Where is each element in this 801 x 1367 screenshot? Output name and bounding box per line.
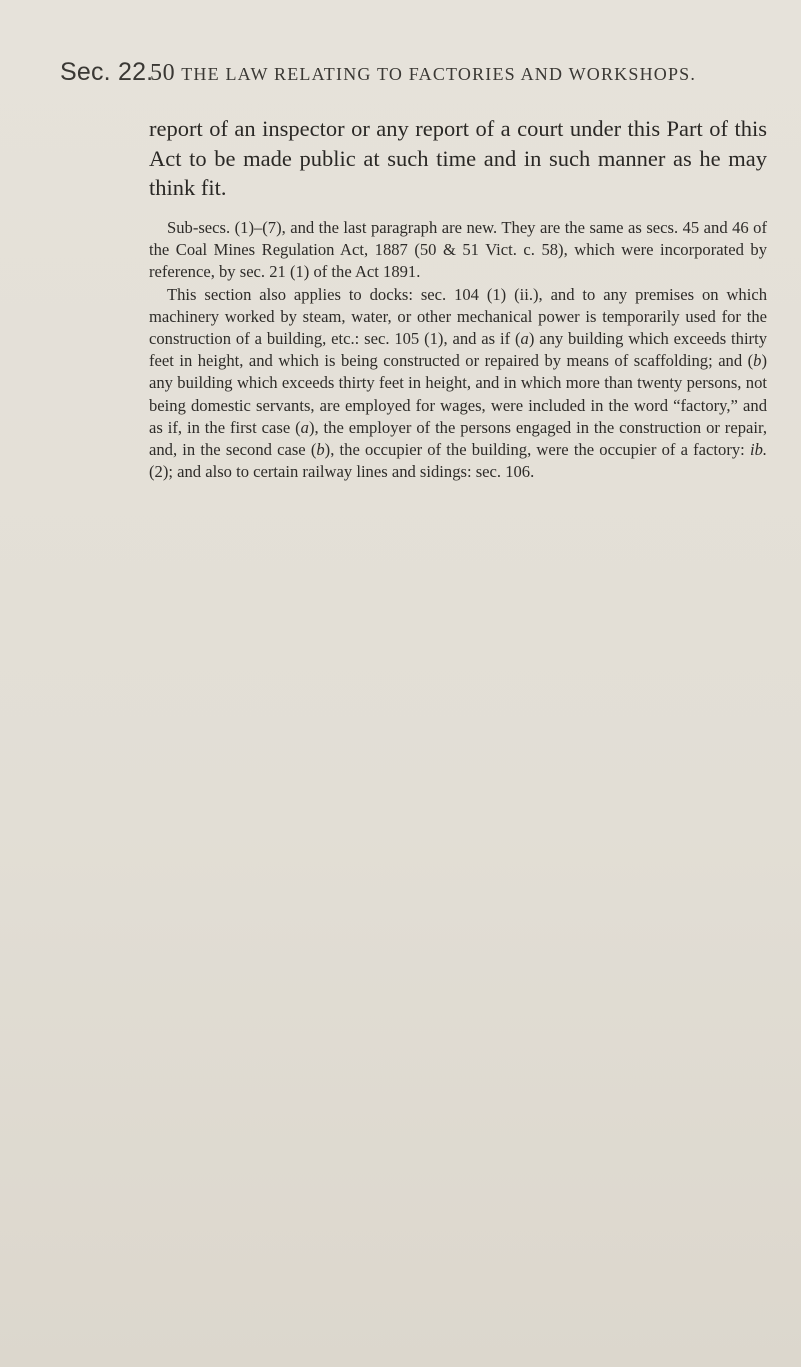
page-header <box>60 58 770 94</box>
note-italic: ib. <box>749 440 768 460</box>
running-title: THE LAW RELATING TO FACTORIES AND WORKSHOPS. <box>181 64 697 84</box>
statute-paragraph: report of an inspector or any report of a court under this Part of this Act to be made public at such time and in such manner as he may think fit. <box>149 116 767 200</box>
note-text: ), the employer of the persons engaged in the construction or repair, and, in the second case ( <box>149 417 767 460</box>
note-text: ) any building which exceeds thirty feet in height, and which is being constructed or repaired by means of scaffolding; and ( <box>149 329 767 371</box>
note-text: ), the occupier of the building, were the occupier of a factory: <box>324 440 750 460</box>
statute-text <box>149 114 767 203</box>
note-text: This section also applies to docks: sec. 104 (1) (ii.), and to any premises on which machinery worked by steam, water, or other mechanical power is temporarily used for the construction of a building, etc.: sec. 105 (1), and as if ( <box>149 284 767 349</box>
note-italic: a <box>300 417 309 437</box>
annotation-notes <box>149 217 767 483</box>
note-text: ) any building which exceeds thirty feet in height, and in which more than twenty persons, not being domestic servants, are employed for wages, were included in the word “factory,” and as if, in the first case ( <box>149 351 767 437</box>
note-text: (2); and also to certain railway lines and sidings: sec. 106. <box>149 462 535 482</box>
running-head <box>150 60 696 87</box>
note-italic: b <box>753 351 762 371</box>
note-paragraph-1: Sub-secs. (1)–(7), and the last paragraph are new. They are the same as secs. 45 and 46 of the Coal Mines Regulation Act, 1887 (50 & 51 Vict. c. 58), which were incorporated by reference, by sec. 21 (1) of the Act 1891. <box>149 218 767 282</box>
note-italic: b <box>316 440 325 460</box>
note-italic: a <box>520 329 529 349</box>
note-paragraph-2 <box>149 284 767 484</box>
section-label: Sec. 22. <box>60 58 154 86</box>
page-number: 50 <box>150 60 176 86</box>
